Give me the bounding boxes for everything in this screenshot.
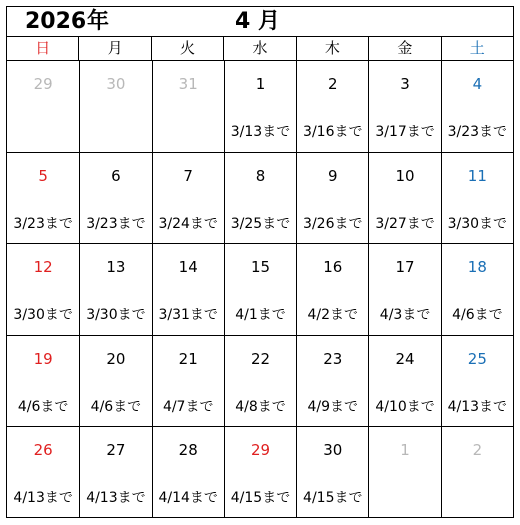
weekday-tue: 火	[151, 37, 223, 60]
day-note: 3/27まで	[375, 216, 435, 233]
day-note: 4/8まで	[235, 398, 286, 415]
day-note: 4/15まで	[303, 489, 363, 506]
day-number: 12	[33, 258, 53, 277]
day-note: 3/16まで	[303, 124, 363, 140]
day-cell	[224, 335, 296, 426]
day-cell	[368, 335, 440, 426]
weekday-header	[7, 37, 513, 61]
day-cell	[79, 152, 151, 243]
day-note: 4/3まで	[379, 307, 431, 324]
day-cell	[224, 61, 296, 152]
day-number: 14	[178, 258, 198, 277]
day-number: 26	[33, 440, 53, 459]
day-note: 3/30まで	[13, 307, 73, 324]
day-note: 4/6まで	[17, 398, 69, 415]
day-note: 3/26まで	[303, 216, 363, 233]
day-cell	[441, 243, 513, 334]
day-number: 3	[400, 75, 410, 93]
day-note: 3/13まで	[230, 124, 291, 140]
day-note: 4/6まで	[90, 398, 142, 415]
day-note: 3/17まで	[375, 124, 435, 140]
weekday-thu: 木	[296, 37, 368, 60]
day-cell	[368, 61, 440, 152]
day-number: 2	[472, 440, 483, 459]
day-number: 2	[328, 75, 338, 93]
day-number: 8	[255, 167, 266, 186]
day-cell	[296, 152, 368, 243]
day-number: 28	[178, 440, 198, 459]
day-cell	[152, 426, 224, 517]
day-note: 4/13まで	[13, 489, 73, 506]
day-number: 15	[250, 258, 271, 277]
day-note: 3/24まで	[158, 216, 218, 233]
day-note: 3/23まで	[447, 124, 508, 140]
day-cell	[441, 152, 513, 243]
day-cell	[79, 61, 151, 152]
day-number: 9	[328, 167, 338, 186]
day-note: 3/23まで	[13, 216, 73, 233]
weekday-sun: 日	[35, 39, 51, 57]
day-number: 23	[323, 349, 343, 368]
day-number: 18	[467, 258, 487, 277]
day-number: 17	[395, 258, 415, 277]
weekday-wed: 水	[223, 37, 295, 60]
calendar-title	[7, 7, 513, 37]
day-number: 25	[467, 349, 487, 368]
day-cell	[224, 426, 296, 517]
day-number: 10	[395, 167, 415, 186]
day-cell	[152, 335, 224, 426]
day-number: 21	[178, 349, 198, 368]
day-note: 4/14まで	[158, 489, 218, 506]
day-note: 4/15まで	[230, 489, 291, 506]
day-cell	[79, 426, 151, 517]
calendar-grid	[7, 61, 513, 517]
title-year-unit: 年	[87, 9, 110, 34]
day-note: 4/9まで	[307, 398, 359, 415]
day-note: 3/23まで	[86, 216, 146, 233]
day-cell	[152, 243, 224, 334]
day-number: 22	[250, 349, 271, 368]
day-number: 6	[111, 167, 121, 186]
day-note: 3/31まで	[158, 307, 218, 324]
title-month: 4	[235, 9, 251, 34]
day-note: 4/13まで	[447, 398, 508, 415]
day-number: 4	[472, 75, 483, 93]
day-cell	[7, 61, 79, 152]
day-number: 29	[33, 75, 53, 93]
day-note: 4/6まで	[452, 307, 503, 324]
weekday-sat: 土	[441, 37, 513, 60]
day-note: 4/7まで	[162, 398, 214, 415]
day-number: 16	[323, 258, 343, 277]
day-cell	[296, 243, 368, 334]
day-cell	[79, 335, 151, 426]
day-cell	[368, 243, 440, 334]
day-number: 24	[395, 349, 415, 368]
day-number: 5	[38, 167, 48, 186]
title-month-unit: 月	[258, 9, 281, 34]
day-number: 31	[178, 75, 198, 93]
calendar	[6, 6, 514, 518]
day-cell	[7, 152, 79, 243]
day-cell	[152, 61, 224, 152]
day-number: 30	[106, 75, 126, 93]
day-cell	[7, 426, 79, 517]
weekday-mon: 月	[78, 37, 150, 60]
day-cell	[7, 243, 79, 334]
day-cell	[79, 243, 151, 334]
day-cell	[441, 335, 513, 426]
day-cell	[441, 426, 513, 517]
title-year: 2026	[25, 9, 87, 34]
day-number: 19	[33, 349, 53, 368]
day-number: 13	[106, 258, 126, 277]
day-cell	[296, 335, 368, 426]
day-number: 1	[400, 440, 410, 459]
day-number: 20	[106, 349, 126, 368]
day-cell	[368, 152, 440, 243]
day-number: 29	[250, 440, 271, 459]
day-note: 3/30まで	[447, 216, 508, 233]
weekday-fri: 金	[368, 37, 440, 60]
day-number: 1	[255, 75, 266, 93]
day-cell	[296, 61, 368, 152]
day-note: 4/10まで	[375, 398, 435, 415]
day-cell	[296, 426, 368, 517]
day-cell	[224, 243, 296, 334]
day-note: 4/13まで	[86, 489, 146, 506]
day-cell	[152, 152, 224, 243]
day-cell	[441, 61, 513, 152]
day-note: 3/25まで	[230, 216, 291, 233]
day-note: 3/30まで	[86, 307, 146, 324]
day-number: 11	[467, 167, 487, 186]
day-note: 4/1まで	[235, 307, 286, 324]
day-number: 7	[183, 167, 193, 186]
day-note: 4/2まで	[307, 307, 359, 324]
day-number: 27	[106, 440, 126, 459]
day-cell	[224, 152, 296, 243]
day-number: 30	[323, 440, 343, 459]
day-cell	[368, 426, 440, 517]
day-cell	[7, 335, 79, 426]
